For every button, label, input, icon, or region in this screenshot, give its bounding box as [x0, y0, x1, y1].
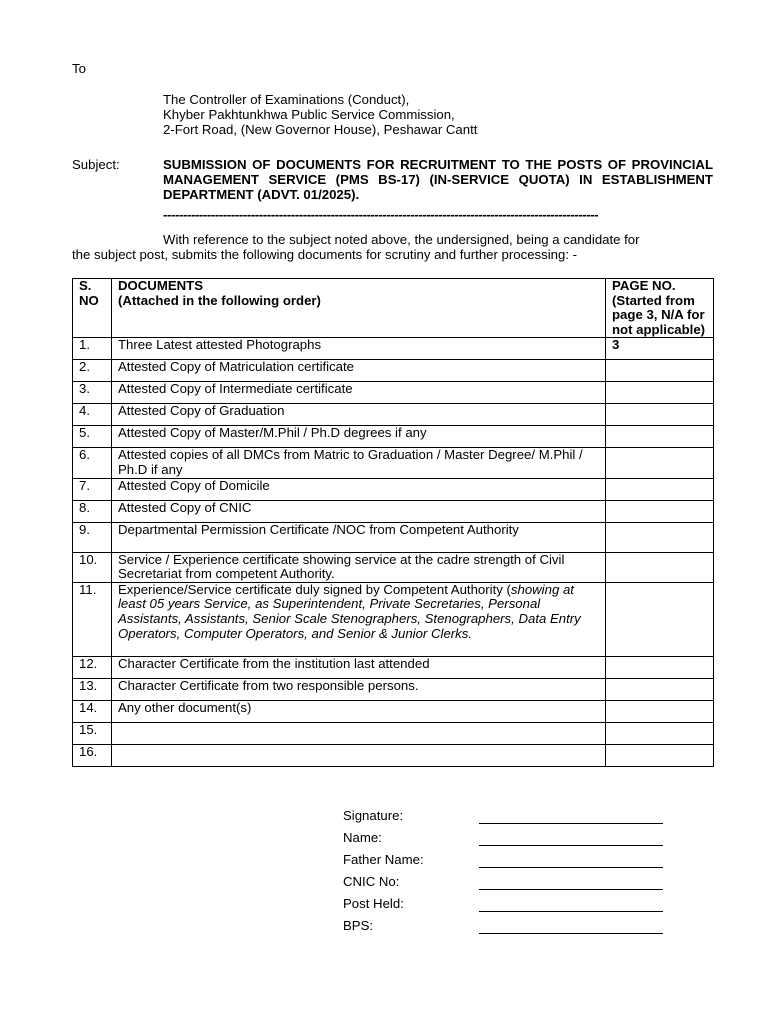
row-page-number[interactable]: [606, 700, 714, 722]
post-held-row: [343, 896, 663, 918]
row-document-italic-text: showing at least 05 years Service, as Superintendent, Private Secretaries, Personal Assistants, Assistants, Senior Scale Stenographers, Stenographers, Data Entry Operators, Computer Operators, and Senior & Junior Clerks.: [118, 581, 581, 641]
signature-row: [343, 808, 663, 830]
row-number: 3.: [73, 382, 112, 404]
row-page-number[interactable]: [606, 522, 714, 552]
table-row: [73, 552, 714, 582]
father-name-row: [343, 852, 663, 874]
header-documents: [112, 279, 606, 338]
row-number: 12.: [73, 656, 112, 678]
row-page-number[interactable]: [606, 426, 714, 448]
name-label: Name:: [343, 830, 382, 845]
row-document: [112, 722, 606, 744]
name-row: [343, 830, 663, 852]
header-documents-title: DOCUMENTS: [118, 278, 203, 293]
row-document: Attested Copy of Matriculation certificate: [112, 360, 606, 382]
address-line: The Controller of Examinations (Conduct),: [163, 92, 410, 107]
subject-separator: -------------------------------------------------------------------------------------------------------------: [163, 207, 599, 222]
row-page-number[interactable]: 3: [606, 338, 714, 360]
row-document: Three Latest attested Photographs: [112, 338, 606, 360]
row-number: 5.: [73, 426, 112, 448]
row-number: 9.: [73, 522, 112, 552]
table-row: [73, 478, 714, 500]
row-number: 10.: [73, 552, 112, 582]
row-document: Character Certificate from two responsible persons.: [112, 678, 606, 700]
row-document-text: Experience/Service certificate duly signed by Competent Authority (: [118, 581, 511, 597]
row-document: Attested Copy of Intermediate certificate: [112, 382, 606, 404]
row-document: Attested Copy of Domicile: [112, 478, 606, 500]
table-row: [73, 500, 714, 522]
row-document: Any other document(s): [112, 700, 606, 722]
table-row: [73, 426, 714, 448]
row-page-number[interactable]: [606, 382, 714, 404]
row-number: 7.: [73, 478, 112, 500]
row-document: [112, 744, 606, 766]
table-row: [73, 722, 714, 744]
table-header-row: [73, 279, 714, 338]
row-number: 2.: [73, 360, 112, 382]
row-number: 8.: [73, 500, 112, 522]
row-document: Attested Copy of Graduation: [112, 404, 606, 426]
table-row: [73, 700, 714, 722]
bps-row: [343, 918, 663, 940]
table-row: [73, 582, 714, 656]
row-page-number[interactable]: [606, 500, 714, 522]
cnic-label: CNIC No:: [343, 874, 400, 889]
bps-label: BPS:: [343, 918, 374, 933]
to-label: To: [72, 61, 86, 76]
table-row: [73, 678, 714, 700]
row-number: 4.: [73, 404, 112, 426]
row-page-number[interactable]: [606, 678, 714, 700]
signature-label: Signature:: [343, 808, 404, 823]
address-line: Khyber Pakhtunkhwa Public Service Commission,: [163, 107, 455, 122]
documents-table: [72, 278, 714, 767]
intro-paragraph: [72, 232, 712, 262]
row-number: 1.: [73, 338, 112, 360]
table-row: [73, 338, 714, 360]
table-row: [73, 656, 714, 678]
subject-label: Subject:: [72, 157, 120, 172]
row-number: 11.: [73, 582, 112, 656]
row-page-number[interactable]: [606, 744, 714, 766]
post-held-line[interactable]: [479, 896, 663, 912]
header-documents-subtitle: (Attached in the following order): [118, 292, 321, 308]
bps-line[interactable]: [479, 918, 663, 934]
table-row: [73, 360, 714, 382]
row-document: Attested Copy of CNIC: [112, 500, 606, 522]
cnic-line[interactable]: [479, 874, 663, 890]
row-number: 14.: [73, 700, 112, 722]
row-page-number[interactable]: [606, 404, 714, 426]
row-number: 6.: [73, 448, 112, 478]
table-row: [73, 744, 714, 766]
row-page-number[interactable]: [606, 656, 714, 678]
row-number: 16.: [73, 744, 112, 766]
row-document: Service / Experience certificate showing service at the cadre strength of Civil Secretariat from competent Authority.: [112, 552, 606, 582]
row-number: 15.: [73, 722, 112, 744]
row-page-number[interactable]: [606, 722, 714, 744]
table-row: [73, 448, 714, 478]
name-line[interactable]: [479, 830, 663, 846]
signature-block: [343, 808, 663, 940]
row-number: 13.: [73, 678, 112, 700]
row-document: Character Certificate from the institution last attended: [112, 656, 606, 678]
row-page-number[interactable]: [606, 582, 714, 656]
row-page-number[interactable]: [606, 478, 714, 500]
row-page-number[interactable]: [606, 360, 714, 382]
signature-line[interactable]: [479, 808, 663, 824]
table-row: [73, 382, 714, 404]
table-row: [73, 522, 714, 552]
row-document: Attested Copy of Master/M.Phil / Ph.D degrees if any: [112, 426, 606, 448]
post-held-label: Post Held:: [343, 896, 404, 911]
recipient-address: [163, 92, 477, 137]
row-page-number[interactable]: [606, 448, 714, 478]
header-sno: S. NO: [73, 279, 112, 338]
intro-line: With reference to the subject noted above, the undersigned, being a candidate for: [163, 232, 640, 247]
father-name-line[interactable]: [479, 852, 663, 868]
intro-line: the subject post, submits the following documents for scrutiny and further processing: -: [72, 247, 578, 262]
table-row: [73, 404, 714, 426]
row-page-number[interactable]: [606, 552, 714, 582]
subject-text: SUBMISSION OF DOCUMENTS FOR RECRUITMENT TO THE POSTS OF PROVINCIAL MANAGEMENT SERVICE (PMS BS-17) (IN-SERVICE QUOTA) IN ESTABLISHMENT DEPARTMENT (ADVT. 01/2025).: [163, 157, 713, 202]
row-document: Departmental Permission Certificate /NOC from Competent Authority: [112, 522, 606, 552]
address-line: 2-Fort Road, (New Governor House), Peshawar Cantt: [163, 122, 478, 137]
header-page-no: PAGE NO. (Started from page 3, N/A for not applicable): [606, 279, 714, 338]
cnic-row: [343, 874, 663, 896]
row-document: [112, 582, 606, 656]
row-document: Attested copies of all DMCs from Matric to Graduation / Master Degree/ M.Phil / Ph.D if any: [112, 448, 606, 478]
father-name-label: Father Name:: [343, 852, 424, 867]
